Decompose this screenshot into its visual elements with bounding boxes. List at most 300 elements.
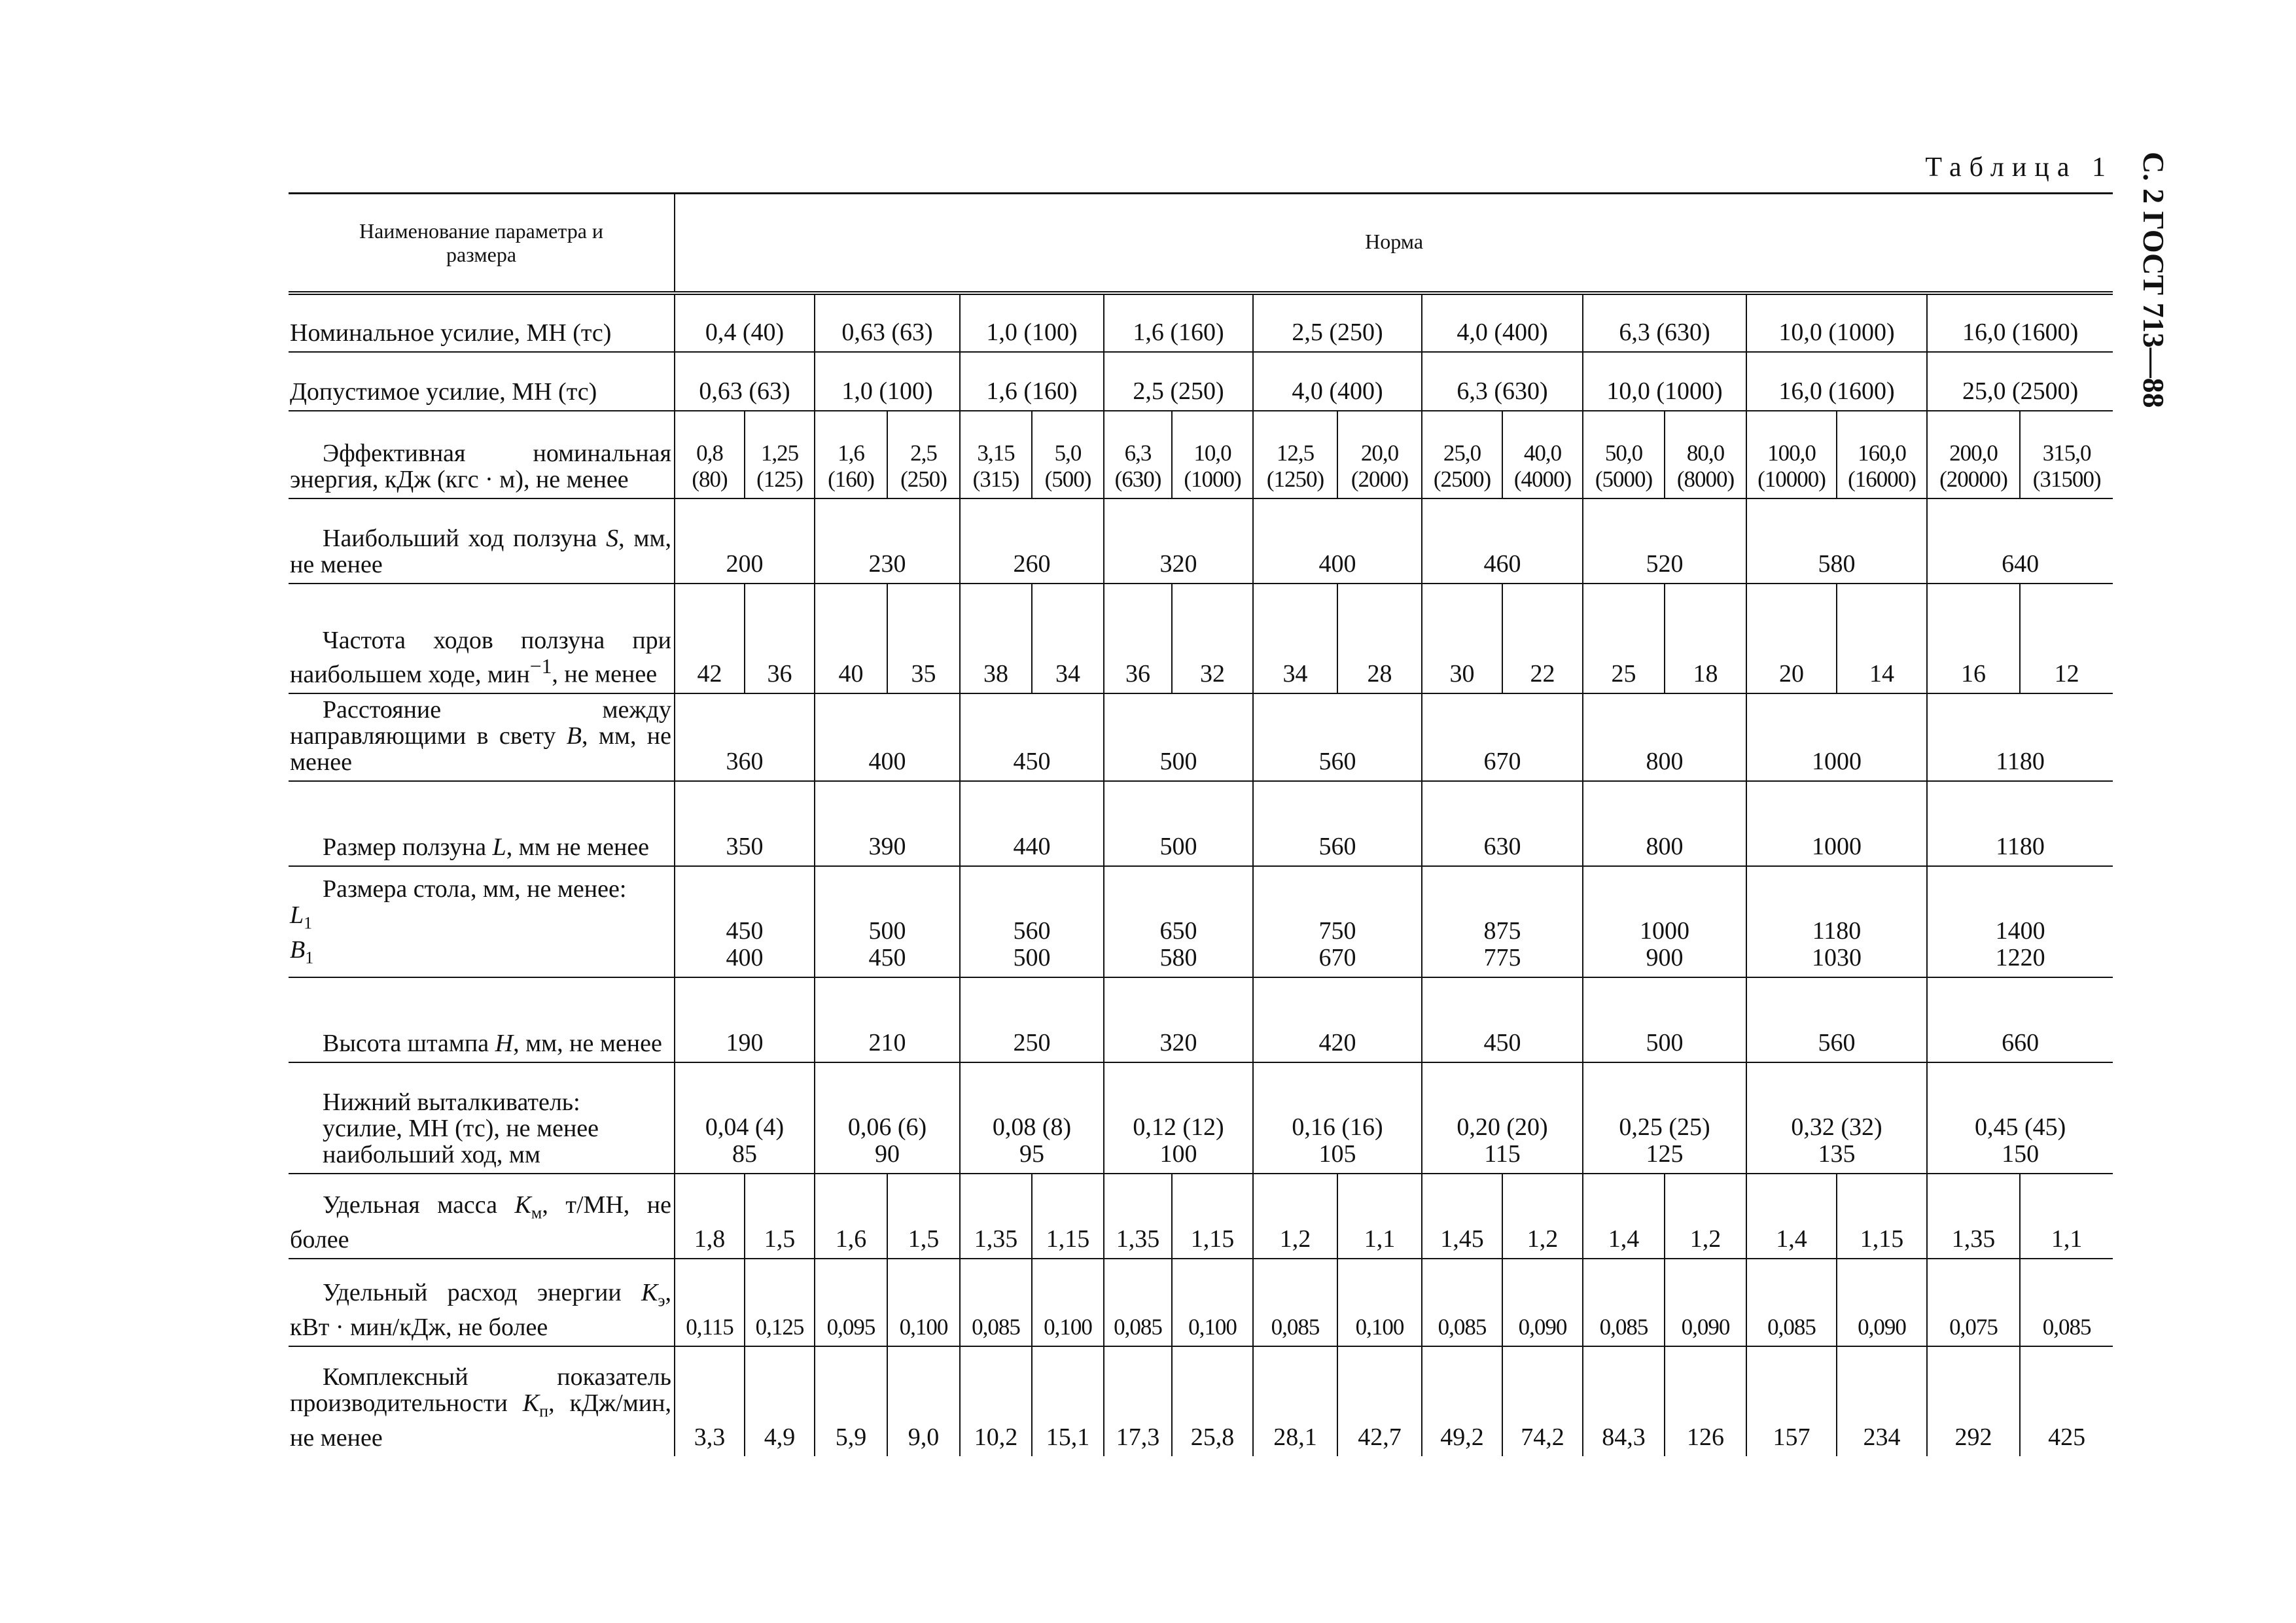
page-side-header: С. 2 ГОСТ 713—88: [2137, 152, 2170, 408]
row-label-text: Удельный расход энергии: [323, 1278, 622, 1306]
cell-value-b1: 400: [726, 943, 764, 971]
table-cell: 16,0 (1600): [1927, 293, 2113, 352]
table-cell: 38: [960, 584, 1032, 693]
row-label-symbol: B: [566, 722, 582, 750]
row-label-symbol: L: [492, 833, 506, 861]
table-header-row: [289, 194, 2113, 293]
table-cell: 0,090: [1665, 1259, 1746, 1346]
table-cell: 25,8: [1172, 1346, 1253, 1456]
row-label-text: Эффективная номинальная энергия, кДж (кгс · м), не менее: [290, 439, 671, 493]
table-cell: 560: [1746, 977, 1927, 1062]
table-cell: 260: [960, 498, 1104, 584]
row-label: [289, 411, 675, 498]
table-cell: 1,4: [1746, 1174, 1837, 1259]
table-cell: 1,5: [887, 1174, 960, 1259]
cell-value: 3,15: [977, 440, 1015, 466]
cell-value-b1: 670: [1318, 943, 1356, 971]
table-cell: 560: [1253, 781, 1422, 866]
table-cell: [2020, 411, 2113, 498]
table-cell: 74,2: [1502, 1346, 1583, 1456]
cell-value: 80,0: [1686, 440, 1725, 466]
table-cell: 1,15: [1837, 1174, 1927, 1259]
row-energy-consumption: [289, 1259, 2113, 1346]
row-label-symbol: S: [606, 524, 619, 552]
row-energy: [289, 411, 2113, 498]
cell-value-paren: (80): [692, 466, 728, 492]
table-cell: [815, 1062, 960, 1174]
table-cell: 520: [1583, 498, 1746, 584]
cell-value-stroke: 125: [1646, 1140, 1684, 1168]
table-cell: 42: [675, 584, 745, 693]
table-cell: [1422, 411, 1502, 498]
table-cell: 1180: [1927, 781, 2113, 866]
table-cell: 22: [1502, 584, 1583, 693]
table-cell: 16: [1927, 584, 2020, 693]
table-cell: [1502, 411, 1583, 498]
table-cell: 1,15: [1172, 1174, 1253, 1259]
row-label-text: Удельная масса: [323, 1191, 497, 1219]
cell-value: 5,0: [1054, 440, 1082, 466]
table-cell: [815, 866, 960, 977]
table-cell: 10,0 (1000): [1583, 352, 1746, 411]
table-cell: 670: [1422, 693, 1583, 781]
table-cell: 0,085: [1422, 1259, 1502, 1346]
row-label-text: , мм, не менее: [290, 722, 672, 776]
cell-value: 25,0: [1443, 440, 1481, 466]
cell-value-b1: 900: [1646, 943, 1684, 971]
table-cell: 36: [745, 584, 815, 693]
cell-value: 20,0: [1360, 440, 1399, 466]
table-cell: 500: [1104, 693, 1253, 781]
row-label: [289, 584, 675, 693]
cell-value-stroke: 85: [732, 1140, 757, 1168]
cell-value: 10,0: [1193, 440, 1231, 466]
table-cell: 4,9: [745, 1346, 815, 1456]
table-cell: [887, 411, 960, 498]
table-cell: 190: [675, 977, 815, 1062]
table-cell: 1,2: [1665, 1174, 1746, 1259]
table-cell: 40: [815, 584, 887, 693]
table-cell: 49,2: [1422, 1346, 1502, 1456]
table-cell: 560: [1253, 693, 1422, 781]
table-cell: [1032, 411, 1104, 498]
cell-value-l1: 650: [1159, 916, 1197, 945]
cell-value-force: 0,20 (20): [1457, 1113, 1548, 1141]
table-cell: 36: [1104, 584, 1172, 693]
table-cell: 30: [1422, 584, 1502, 693]
table-cell: 1000: [1746, 781, 1927, 866]
table-cell: 6,3 (630): [1422, 352, 1583, 411]
cell-value-b1: 1220: [1995, 943, 2045, 971]
cell-value-paren: (250): [900, 466, 947, 492]
row-label-symbol: H: [495, 1029, 514, 1057]
row-label: [289, 1346, 675, 1456]
cell-value-paren: (160): [828, 466, 874, 492]
table-cell: 460: [1422, 498, 1583, 584]
cell-value-paren: (31500): [2032, 466, 2101, 492]
table-cell: 580: [1746, 498, 1927, 584]
cell-value: 2,5: [910, 440, 937, 466]
row-label-superscript: −1: [529, 654, 552, 678]
table-cell: 320: [1104, 977, 1253, 1062]
table-cell: [815, 411, 887, 498]
table-cell: 126: [1665, 1346, 1746, 1456]
cell-value-paren: (10000): [1757, 466, 1826, 492]
table-cell: 0,085: [1104, 1259, 1172, 1346]
row-label-text: Высота штампа: [323, 1029, 489, 1057]
table-cell: 640: [1927, 498, 2113, 584]
table-cell: 320: [1104, 498, 1253, 584]
cell-value-stroke: 115: [1484, 1140, 1521, 1168]
table-cell: [1665, 411, 1746, 498]
table-cell: 1180: [1927, 693, 2113, 781]
cell-value-force: 0,32 (32): [1791, 1113, 1882, 1141]
table-cell: [1253, 1062, 1422, 1174]
table-cell: 420: [1253, 977, 1422, 1062]
row-label-index: п: [539, 1401, 549, 1421]
cell-value: 50,0: [1604, 440, 1643, 466]
row-label: [289, 1174, 675, 1259]
cell-value-paren: (5000): [1595, 466, 1653, 492]
table-cell: [1927, 866, 2113, 977]
cell-value: 160,0: [1858, 440, 1906, 466]
table-cell: 0,090: [1837, 1259, 1927, 1346]
row-label-text: Размер ползуна: [323, 833, 487, 861]
row-allowed-force: [289, 352, 2113, 411]
table-cell: [1422, 866, 1583, 977]
cell-value-paren: (315): [972, 466, 1019, 492]
sublabel-symbol: B: [290, 935, 306, 964]
row-slide-size: [289, 781, 2113, 866]
table-caption: Таблица 1: [1925, 152, 2113, 183]
cell-value-force: 0,45 (45): [1974, 1113, 2066, 1141]
row-label-text: , т/МН, не более: [290, 1191, 671, 1253]
cell-value-force: 0,12 (12): [1133, 1113, 1224, 1141]
cell-value-force: 0,06 (6): [847, 1113, 927, 1141]
table-cell: 16,0 (1600): [1746, 352, 1927, 411]
cell-value-force: 0,25 (25): [1619, 1113, 1710, 1141]
table-cell: 360: [675, 693, 815, 781]
row-label: [289, 977, 675, 1062]
table-cell: 0,075: [1927, 1259, 2020, 1346]
table-cell: 1,4: [1583, 1174, 1665, 1259]
table-cell: 20: [1746, 584, 1837, 693]
table-cell: 425: [2020, 1346, 2113, 1456]
table-cell: 12: [2020, 584, 2113, 693]
table-cell: [1927, 1062, 2113, 1174]
table-cell: 35: [887, 584, 960, 693]
table-cell: 200: [675, 498, 815, 584]
row-label: [289, 1259, 675, 1346]
cell-value-paren: (4000): [1513, 466, 1572, 492]
cell-value-paren: (20000): [1939, 466, 2007, 492]
table-cell: [675, 1062, 815, 1174]
table-cell: 630: [1422, 781, 1583, 866]
table-cell: [1746, 866, 1927, 977]
row-label: [289, 693, 675, 781]
table-cell: 0,63 (63): [675, 352, 815, 411]
table-cell: 1,0 (100): [960, 293, 1104, 352]
cell-value: 200,0: [1949, 440, 1998, 466]
cell-value-stroke: 135: [1818, 1140, 1856, 1168]
row-table-size: [289, 866, 2113, 977]
table-cell: 0,100: [1337, 1259, 1422, 1346]
cell-value-stroke: 150: [2002, 1140, 2040, 1168]
table-cell: 500: [1583, 977, 1746, 1062]
table-cell: 18: [1665, 584, 1746, 693]
table-cell: 800: [1583, 781, 1746, 866]
table-cell: 292: [1927, 1346, 2020, 1456]
table-cell: 42,7: [1337, 1346, 1422, 1456]
table-cell: 400: [1253, 498, 1422, 584]
table-cell: 157: [1746, 1346, 1837, 1456]
header-param-name: Наименование параметра и размера: [289, 194, 675, 293]
row-stroke-frequency: [289, 584, 2113, 693]
table-cell: 0,085: [1746, 1259, 1837, 1346]
table-cell: [1253, 866, 1422, 977]
cell-value-l1: 1400: [1995, 916, 2045, 945]
cell-value-paren: (630): [1114, 466, 1161, 492]
table-cell: 0,090: [1502, 1259, 1583, 1346]
table-cell: 1,5: [745, 1174, 815, 1259]
cell-value-paren: (8000): [1676, 466, 1735, 492]
table-cell: 350: [675, 781, 815, 866]
row-ejector: [289, 1062, 2113, 1174]
table-cell: 34: [1253, 584, 1337, 693]
sublabel-index: 1: [304, 913, 313, 933]
table-cell: 25: [1583, 584, 1665, 693]
row-guide-distance: [289, 693, 2113, 781]
cell-value: 12,5: [1276, 440, 1315, 466]
table-cell: 1,15: [1032, 1174, 1104, 1259]
row-label: [289, 866, 675, 977]
cell-value-force: 0,08 (8): [992, 1113, 1072, 1141]
table-cell: [745, 411, 815, 498]
table-cell: 234: [1837, 1346, 1927, 1456]
cell-value: 100,0: [1767, 440, 1816, 466]
table-cell: [1837, 411, 1927, 498]
row-label-symbol: K: [522, 1389, 540, 1417]
row-label-index: м: [531, 1203, 542, 1223]
table-cell: [960, 1062, 1104, 1174]
table-cell: [1104, 1062, 1253, 1174]
cell-value-l1: 1000: [1640, 916, 1689, 945]
table-cell: 1,0 (100): [815, 352, 960, 411]
table-cell: 1,6 (160): [960, 352, 1104, 411]
table-cell: 1,35: [1927, 1174, 2020, 1259]
row-label-text: , не менее: [552, 660, 658, 688]
row-label-text: , кДж/мин, не менее: [290, 1389, 671, 1452]
row-label-text: Комплексный показатель производительности: [290, 1363, 671, 1417]
table-cell: 400: [815, 693, 960, 781]
table-cell: 0,085: [1253, 1259, 1337, 1346]
table-cell: [1583, 411, 1665, 498]
table-cell: 0,100: [1172, 1259, 1253, 1346]
cell-value: 315,0: [2042, 440, 2091, 466]
row-label-text: , мм не менее: [506, 833, 650, 861]
row-label-line: усилие, МН (тс), не менее: [323, 1114, 599, 1142]
table-cell: [1583, 866, 1746, 977]
table-cell: [1104, 866, 1253, 977]
row-label: [289, 781, 675, 866]
table-cell: 84,3: [1583, 1346, 1665, 1456]
table-cell: 390: [815, 781, 960, 866]
table-cell: [1746, 411, 1837, 498]
table-cell: 9,0: [887, 1346, 960, 1456]
header-norm: Норма: [675, 194, 2113, 293]
cell-value-paren: (1250): [1266, 466, 1324, 492]
row-label-text: Расстояние между направляющими в свету: [290, 695, 671, 750]
table-cell: [1746, 1062, 1927, 1174]
table-cell: 2,5 (250): [1104, 352, 1253, 411]
table-cell: 0,63 (63): [815, 293, 960, 352]
parameters-table: [289, 192, 2113, 1456]
cell-value-b1: 450: [868, 943, 906, 971]
row-label-line: наибольший ход, мм: [323, 1140, 540, 1168]
cell-value-l1: 450: [726, 916, 764, 945]
cell-value: 0,8: [696, 440, 723, 466]
table-cell: 1,1: [1337, 1174, 1422, 1259]
table-cell: 450: [1422, 977, 1583, 1062]
table-cell: 250: [960, 977, 1104, 1062]
cell-value-paren: (2000): [1351, 466, 1409, 492]
row-label-text: , мм, не менее: [513, 1029, 662, 1057]
sublabel-symbol: L: [290, 901, 304, 930]
cell-value-paren: (1000): [1184, 466, 1241, 492]
row-nominal-force: [289, 293, 2113, 352]
table-cell: 28,1: [1253, 1346, 1337, 1456]
table-cell: 0,085: [960, 1259, 1032, 1346]
cell-value-stroke: 105: [1318, 1140, 1356, 1168]
table-cell: 0,085: [1583, 1259, 1665, 1346]
row-sublabel-b1: [290, 937, 671, 971]
table-cell: 4,0 (400): [1253, 352, 1422, 411]
cell-value-force: 0,16 (16): [1292, 1113, 1383, 1141]
table-cell: 4,0 (400): [1422, 293, 1583, 352]
row-label-text: , кВт · мин/кДж, не более: [290, 1278, 671, 1341]
cell-value-force: 0,04 (4): [705, 1113, 785, 1141]
cell-value: 1,6: [838, 440, 864, 466]
row-label-text: Наибольший ход ползуна: [323, 524, 597, 552]
table-cell: 660: [1927, 977, 2113, 1062]
cell-value-paren: (125): [756, 466, 803, 492]
cell-value: 6,3: [1124, 440, 1152, 466]
table-cell: 10,2: [960, 1346, 1032, 1456]
table-cell: 1,35: [1104, 1174, 1172, 1259]
table-cell: 2,5 (250): [1253, 293, 1422, 352]
row-productivity: [289, 1346, 2113, 1456]
table-cell: 3,3: [675, 1346, 745, 1456]
table-cell: [1583, 1062, 1746, 1174]
table-cell: 10,0 (1000): [1746, 293, 1927, 352]
table-cell: 1,6 (160): [1104, 293, 1253, 352]
row-label-index: э: [658, 1291, 665, 1310]
table-cell: [1927, 411, 2020, 498]
cell-value-b1: 500: [1013, 943, 1051, 971]
cell-value: 40,0: [1523, 440, 1562, 466]
table-cell: 15,1: [1032, 1346, 1104, 1456]
cell-value-paren: (2500): [1433, 466, 1491, 492]
cell-value-l1: 1180: [1812, 916, 1862, 945]
table-cell: 0,125: [745, 1259, 815, 1346]
table-cell: 5,9: [815, 1346, 887, 1456]
table-cell: 0,085: [2020, 1259, 2113, 1346]
cell-value-stroke: 100: [1159, 1140, 1197, 1168]
cell-value-paren: (16000): [1848, 466, 1916, 492]
table-cell: 34: [1032, 584, 1104, 693]
table-cell: 32: [1172, 584, 1253, 693]
cell-value-b1: 1030: [1812, 943, 1862, 971]
table-cell: 1,8: [675, 1174, 745, 1259]
table-cell: 0,100: [887, 1259, 960, 1346]
table-cell: 440: [960, 781, 1104, 866]
row-specific-mass: [289, 1174, 2113, 1259]
table-cell: [1172, 411, 1253, 498]
cell-value-stroke: 95: [1019, 1140, 1044, 1168]
row-label-text: , мм, не менее: [290, 524, 671, 578]
table-cell: [1104, 411, 1172, 498]
row-label: Допустимое усилие, МН (тс): [289, 352, 675, 411]
table-cell: [675, 411, 745, 498]
table-cell: 1,45: [1422, 1174, 1502, 1259]
table-cell: 0,4 (40): [675, 293, 815, 352]
cell-value-b1: 580: [1159, 943, 1197, 971]
row-die-height: [289, 977, 2113, 1062]
row-label-symbol: K: [641, 1278, 658, 1306]
table-cell: [960, 866, 1104, 977]
table-cell: 1,1: [2020, 1174, 2113, 1259]
cell-value-l1: 560: [1013, 916, 1051, 945]
table-cell: 0,095: [815, 1259, 887, 1346]
table-cell: 500: [1104, 781, 1253, 866]
table-cell: [1422, 1062, 1583, 1174]
table-cell: 450: [960, 693, 1104, 781]
table-cell: 0,115: [675, 1259, 745, 1346]
row-sublabel-l1: [290, 902, 671, 937]
table-cell: 1,6: [815, 1174, 887, 1259]
table-cell: 1,2: [1253, 1174, 1337, 1259]
row-label: [289, 1062, 675, 1174]
table-cell: 17,3: [1104, 1346, 1172, 1456]
table-cell: 25,0 (2500): [1927, 352, 2113, 411]
row-label-text: Частота ходов ползуна при наибольшем ходе, мин: [290, 626, 671, 688]
table-cell: [1253, 411, 1337, 498]
table-cell: 1,2: [1502, 1174, 1583, 1259]
table-cell: 230: [815, 498, 960, 584]
table-cell: 210: [815, 977, 960, 1062]
row-label: Номинальное усилие, МН (тс): [289, 293, 675, 352]
table-cell: 28: [1337, 584, 1422, 693]
table-cell: 0,100: [1032, 1259, 1104, 1346]
cell-value-paren: (500): [1044, 466, 1091, 492]
table-cell: 800: [1583, 693, 1746, 781]
cell-value-b1: 775: [1483, 943, 1521, 971]
row-label-text: Нижний выталкиватель:: [323, 1088, 580, 1116]
table-cell: [675, 866, 815, 977]
row-label-text: Размера стола, мм, не менее:: [323, 875, 627, 903]
table-cell: 1,35: [960, 1174, 1032, 1259]
row-label-symbol: K: [514, 1191, 531, 1219]
table-cell: 1000: [1746, 693, 1927, 781]
cell-value-l1: 875: [1483, 916, 1521, 945]
table-cell: [1337, 411, 1422, 498]
cell-value-l1: 500: [868, 916, 906, 945]
row-label: [289, 498, 675, 584]
cell-value-stroke: 90: [875, 1140, 900, 1168]
cell-value-l1: 750: [1318, 916, 1356, 945]
table-cell: 14: [1837, 584, 1927, 693]
table-cell: [960, 411, 1032, 498]
